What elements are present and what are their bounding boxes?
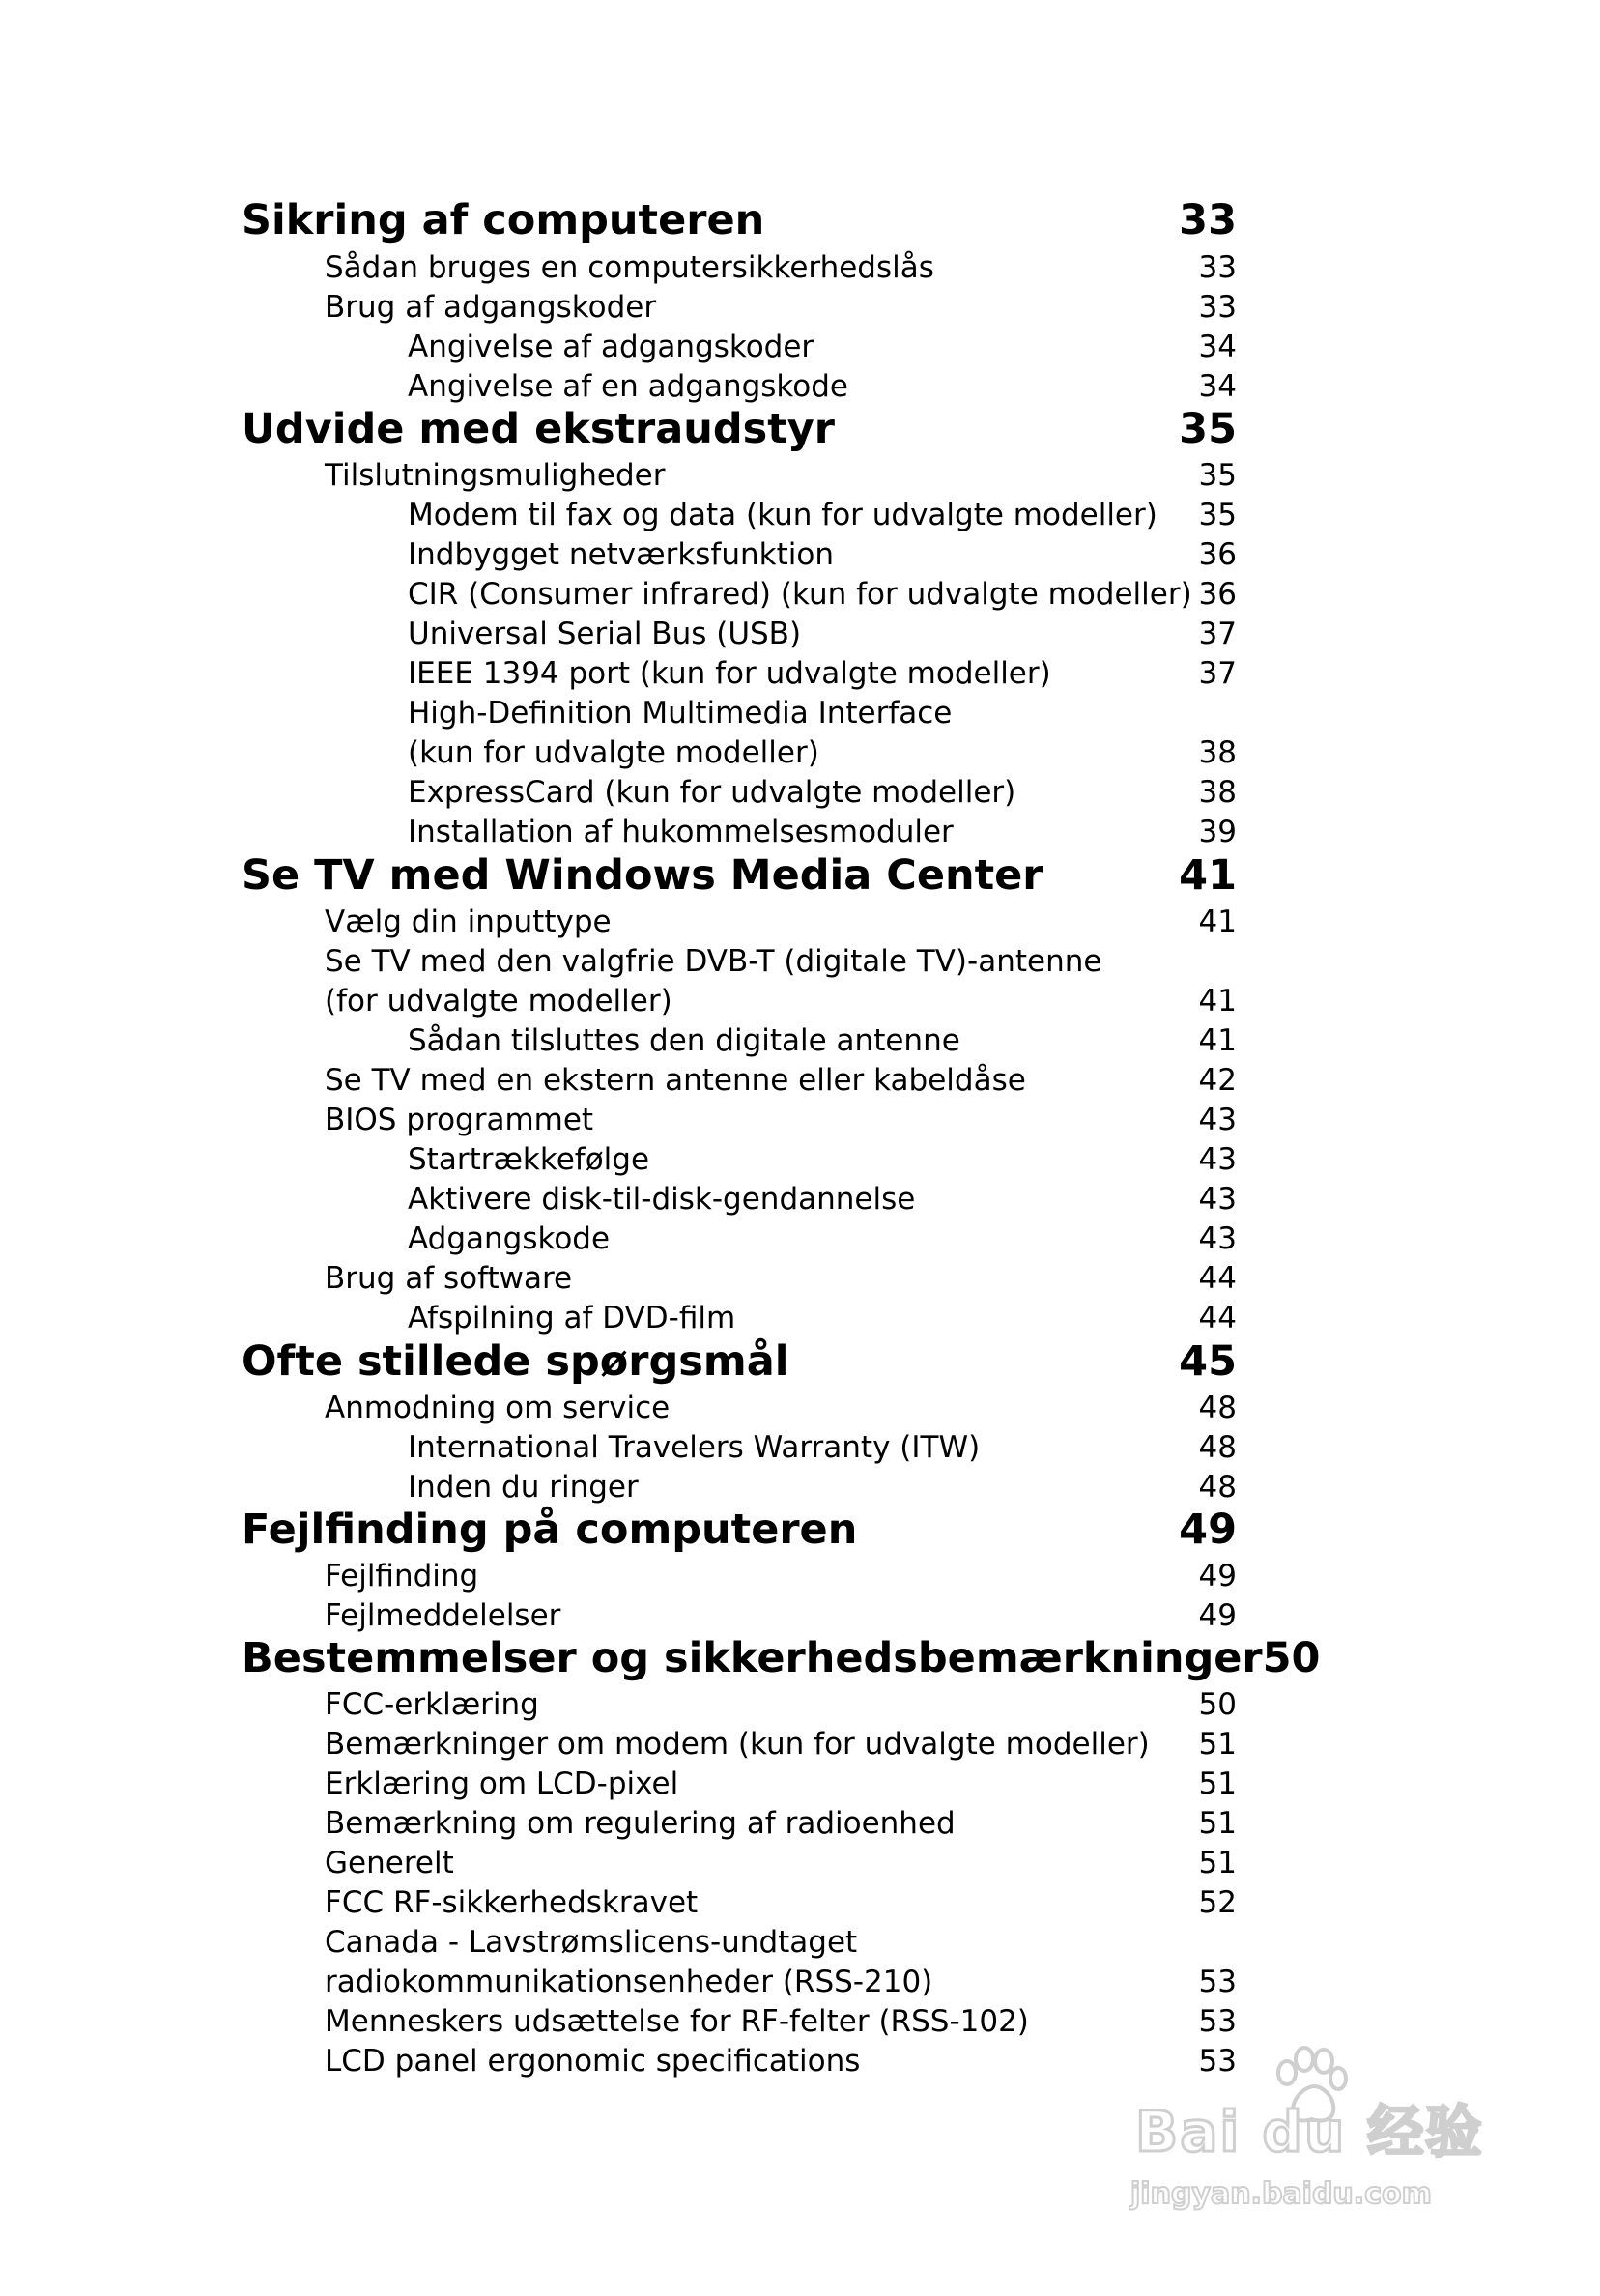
toc-entry-title: Anmodning om service <box>325 1390 671 1425</box>
toc-entry-title: CIR (Consumer infrared) (kun for udvalgte modeller) <box>408 576 1192 612</box>
toc-entry-page: 35 <box>1179 405 1237 453</box>
toc-entry-page: 36 <box>1198 536 1237 572</box>
toc-entry-title: Modem til fax og data (kun for udvalgte modeller) <box>408 497 1157 532</box>
toc-entry-title: International Travelers Warranty (ITW) <box>408 1429 981 1465</box>
toc-entry-page: 33 <box>1198 289 1237 325</box>
toc-subsection <box>242 1467 1237 1507</box>
toc-section <box>242 1595 1237 1635</box>
toc-entry-title: Erklæring om LCD-pixel <box>325 1765 679 1801</box>
toc-entry-page: 48 <box>1198 1429 1237 1465</box>
toc-subsection <box>242 1020 1237 1060</box>
toc-entry-title: Menneskers udsættelse for RF-felter (RSS-102) <box>325 2003 1029 2039</box>
watermark-url: jingyan.baidu.com <box>1130 2177 1432 2211</box>
toc-entry-page: 51 <box>1198 1765 1237 1801</box>
toc-entry-title: IEEE 1394 port (kun for udvalgte modeller) <box>408 655 1051 691</box>
toc-entry-title: Fejlfinding <box>325 1558 479 1593</box>
toc-entry-page: 44 <box>1198 1300 1237 1335</box>
toc-entry-page: 51 <box>1198 1805 1237 1841</box>
toc-section <box>242 1258 1237 1298</box>
toc-section <box>242 247 1237 287</box>
toc-entry-title: (for udvalgte modeller) <box>325 983 672 1019</box>
toc-chapter <box>242 1632 1321 1684</box>
toc-chapter <box>242 1335 1237 1388</box>
toc-entry-title: Bestemmelser og sikkerhedsbemærkninger <box>242 1634 1263 1682</box>
toc-entry-title: Aktivere disk-til-disk-gendannelse <box>408 1181 916 1217</box>
toc-entry-page: 33 <box>1198 249 1237 285</box>
toc-subsection <box>242 327 1237 366</box>
toc-section <box>242 2041 1237 2081</box>
toc-section <box>242 1556 1237 1595</box>
toc-entry-title: High-Definition Multimedia Interface <box>408 695 953 731</box>
toc-entry-title: Sådan tilsluttes den digitale antenne <box>408 1022 960 1058</box>
toc-entry-title: Brug af software <box>325 1260 573 1296</box>
toc-entry-page: 34 <box>1198 329 1237 364</box>
toc-entry-page: 51 <box>1198 1845 1237 1880</box>
toc-subsection <box>242 1179 1237 1219</box>
toc-entry-title: Generelt <box>325 1845 454 1880</box>
toc-entry-title: Se TV med en ekstern antenne eller kabeldåse <box>325 1062 1026 1098</box>
toc-entry-page: 38 <box>1198 774 1237 810</box>
toc-section <box>242 1100 1237 1139</box>
toc-entry-title: Vælg din inputtype <box>325 904 612 939</box>
toc-section <box>242 455 1237 495</box>
toc-entry-page: 45 <box>1179 1337 1237 1386</box>
toc-entry-title: Canada - Lavstrømslicens-undtaget <box>325 1924 858 1960</box>
toc-section <box>242 1962 1237 2001</box>
toc-entry-page: 49 <box>1198 1558 1237 1593</box>
toc-entry-title: Afspilning af DVD-film <box>408 1300 736 1335</box>
toc-entry-title: Tilslutningsmuligheder <box>325 457 666 493</box>
toc-entry-title: Indbygget netværksfunktion <box>408 536 834 572</box>
toc-chapter <box>242 403 1237 455</box>
toc-entry-title: Sådan bruges en computersikkerhedslås <box>325 249 934 285</box>
toc-section <box>242 1803 1237 1843</box>
toc-entry-title: Ofte stillede spørgsmål <box>242 1337 789 1386</box>
toc-entry-page: 53 <box>1198 2043 1237 2079</box>
toc-entry-title: Angivelse af adgangskoder <box>408 329 814 364</box>
toc-entry-title: Bemærkninger om modem (kun for udvalgte modeller) <box>325 1726 1150 1762</box>
toc-entry-title: Universal Serial Bus (USB) <box>408 616 802 651</box>
toc-entry-page: 37 <box>1198 655 1237 691</box>
toc-entry-title: Startrækkefølge <box>408 1141 650 1177</box>
toc-entry-page: 50 <box>1262 1634 1321 1682</box>
toc-entry-title: Angivelse af en adgangskode <box>408 368 848 404</box>
toc-entry-page: 42 <box>1198 1062 1237 1098</box>
toc-subsection <box>242 693 1237 732</box>
toc-entry-page: 43 <box>1198 1102 1237 1137</box>
toc-subsection <box>242 812 1237 851</box>
toc-subsection <box>242 653 1237 693</box>
toc-entry-page: 41 <box>1198 1022 1237 1058</box>
toc-entry-title: Se TV med den valgfrie DVB-T (digitale TV)-antenne <box>325 943 1102 979</box>
toc-entry-title: Fejlmeddelelser <box>325 1597 561 1633</box>
toc-entry-title: Fejlfinding på computeren <box>242 1506 858 1554</box>
toc-entry-page: 34 <box>1198 368 1237 404</box>
toc-entry-page: 38 <box>1198 734 1237 770</box>
toc-section <box>242 1724 1237 1764</box>
toc-entry-title: (kun for udvalgte modeller) <box>408 734 819 770</box>
toc-subsection <box>242 1139 1237 1179</box>
toc-section <box>242 902 1237 941</box>
toc-entry-page: 36 <box>1198 576 1237 612</box>
toc-section <box>242 287 1237 327</box>
toc-entry-page: 39 <box>1198 814 1237 849</box>
toc-entry-title: Se TV med Windows Media Center <box>242 851 1043 900</box>
toc-subsection <box>242 732 1237 772</box>
toc-entry-page: 48 <box>1198 1390 1237 1425</box>
toc-entry-page: 43 <box>1198 1141 1237 1177</box>
toc-section <box>242 1843 1237 1882</box>
toc-section <box>242 1882 1237 1922</box>
toc-entry-page: 41 <box>1179 851 1237 900</box>
toc-section <box>242 981 1237 1020</box>
toc-entry-title: radiokommunikationsenheder (RSS-210) <box>325 1964 933 1999</box>
toc-entry-title: BIOS programmet <box>325 1102 594 1137</box>
toc-subsection <box>242 614 1237 653</box>
toc-entry-title: FCC-erklæring <box>325 1686 539 1722</box>
toc-entry-title: Adgangskode <box>408 1220 611 1256</box>
toc-subsection <box>242 574 1237 614</box>
toc-entry-page: 49 <box>1179 1506 1237 1554</box>
toc-section <box>242 941 1237 981</box>
toc-section <box>242 2001 1237 2041</box>
toc-entry-page: 50 <box>1198 1686 1237 1722</box>
toc-entry-title: Bemærkning om regulering af radioenhed <box>325 1805 956 1841</box>
toc-entry-page: 37 <box>1198 616 1237 651</box>
toc-entry-title: Inden du ringer <box>408 1469 639 1505</box>
toc-entry-page: 53 <box>1198 2003 1237 2039</box>
toc-subsection <box>242 534 1237 574</box>
toc-subsection <box>242 772 1237 812</box>
toc-entry-page: 44 <box>1198 1260 1237 1296</box>
toc-entry-title: Sikring af computeren <box>242 196 765 244</box>
toc-section <box>242 1060 1237 1100</box>
toc-section <box>242 1922 1237 1962</box>
toc-entry-page: 52 <box>1198 1884 1237 1920</box>
toc-section <box>242 1764 1237 1803</box>
toc-entry-title: Udvide med ekstraudstyr <box>242 405 836 453</box>
watermark-logo: Bai du 经验 <box>1135 2099 1484 2165</box>
toc-entry-title: Brug af adgangskoder <box>325 289 657 325</box>
toc-section <box>242 1388 1237 1427</box>
toc-entry-title: Installation af hukommelsesmoduler <box>408 814 954 849</box>
toc-subsection <box>242 1219 1237 1258</box>
toc-entry-title: FCC RF-sikkerhedskravet <box>325 1884 699 1920</box>
toc-subsection <box>242 1298 1237 1337</box>
toc-entry-page: 49 <box>1198 1597 1237 1633</box>
toc-entry-page: 41 <box>1198 983 1237 1019</box>
toc-chapter <box>242 1504 1237 1556</box>
toc-subsection <box>242 495 1237 534</box>
watermark <box>1121 2044 1507 2227</box>
toc-entry-page: 43 <box>1198 1181 1237 1217</box>
toc-subsection <box>242 1427 1237 1467</box>
toc-entry-title: ExpressCard (kun for udvalgte modeller) <box>408 774 1016 810</box>
toc-chapter <box>242 849 1237 902</box>
toc-chapter <box>242 194 1237 246</box>
toc-section <box>242 1684 1237 1724</box>
toc-entry-page: 48 <box>1198 1469 1237 1505</box>
toc-entry-page: 41 <box>1198 904 1237 939</box>
toc-subsection <box>242 366 1237 406</box>
toc-entry-page: 33 <box>1179 196 1237 244</box>
toc-entry-page: 53 <box>1198 1964 1237 1999</box>
toc-entry-page: 51 <box>1198 1726 1237 1762</box>
toc-entry-page: 35 <box>1198 497 1237 532</box>
toc-entry-title: LCD panel ergonomic specifications <box>325 2043 861 2079</box>
toc-entry-page: 43 <box>1198 1220 1237 1256</box>
toc-entry-page: 35 <box>1198 457 1237 493</box>
